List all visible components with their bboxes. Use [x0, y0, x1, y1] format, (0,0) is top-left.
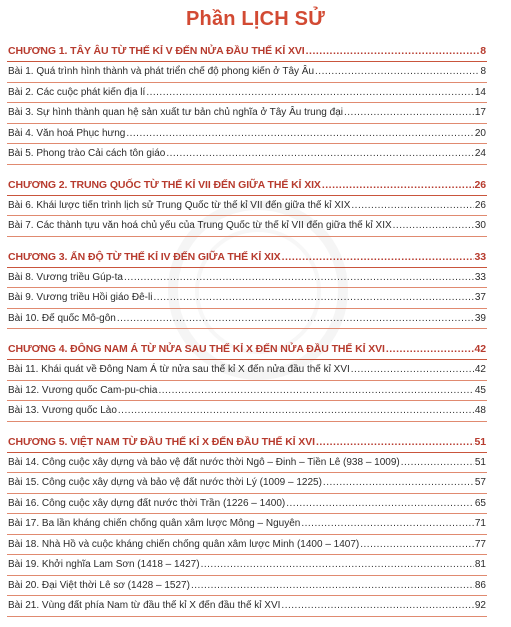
chapter-heading-link[interactable]: [7, 339, 487, 359]
lesson-page-number: 33: [474, 271, 486, 283]
lesson-title: Bài 20. Đại Việt thời Lê sơ (1428 – 1527): [8, 579, 190, 591]
dot-leader: [146, 83, 474, 103]
lesson-entry-link[interactable]: [7, 215, 487, 237]
lesson-entry-link[interactable]: [7, 380, 487, 401]
lesson-page-number: 65: [474, 497, 486, 509]
dot-leader: [281, 596, 473, 616]
dot-leader: [351, 196, 473, 216]
dot-leader: [316, 432, 474, 452]
lesson-entry-link[interactable]: [7, 287, 487, 308]
dot-leader: [323, 473, 474, 493]
lesson-page-number: 92: [474, 600, 486, 611]
lesson-entry-link[interactable]: [7, 575, 487, 596]
lesson-page-number: 45: [474, 384, 486, 396]
lesson-title: Bài 18. Nhà Hồ và cuộc kháng chiến chống quân xâm lược Minh (1400 – 1407): [8, 538, 360, 550]
dot-leader: [306, 41, 480, 61]
lesson-page-number: 39: [474, 312, 486, 324]
lesson-page-number: 86: [474, 579, 486, 591]
lesson-page-number: 51: [474, 456, 486, 468]
lesson-page-number: 48: [474, 405, 486, 416]
dot-leader: [124, 268, 474, 288]
lesson-title: Bài 6. Khái lược tiến trình lịch sử Trung Quốc từ thế kỉ VII đến giữa thế kỉ XIX: [8, 199, 351, 211]
dot-leader: [201, 555, 474, 575]
dot-leader: [401, 453, 474, 473]
lesson-entry-link[interactable]: [7, 123, 487, 144]
chapter-heading-text: CHƯƠNG 5. VIỆT NAM TỪ ĐẦU THẾ KỈ X ĐẾN ĐẦU THẾ KỈ XVI: [8, 435, 315, 448]
table-of-contents: [7, 41, 487, 627]
dot-leader: [360, 535, 474, 555]
lesson-page-number: 8: [480, 66, 486, 77]
chapter-heading-text: CHƯƠNG 1. TÂY ÂU TỪ THẾ KỈ V ĐẾN NỬA ĐẦU THẾ KỈ XVI: [8, 45, 305, 57]
lesson-entry-link[interactable]: [7, 143, 487, 165]
lesson-entry-link[interactable]: [7, 267, 487, 288]
lesson-entry-link[interactable]: [7, 102, 487, 123]
chapter-heading-link[interactable]: [7, 247, 487, 267]
dot-leader: [286, 494, 474, 514]
lesson-entry-link[interactable]: [7, 493, 487, 514]
chapter-page-number: 33: [474, 250, 486, 263]
lesson-title: Bài 15. Công cuộc xây dựng và bảo vệ đất nước thời Lý (1009 – 1225): [8, 477, 322, 488]
page-title: Phần LỊCH SỬ: [185, 8, 325, 30]
chapter-section: [7, 247, 487, 330]
chapter-page-number: 42: [474, 343, 486, 355]
lesson-title: Bài 8. Vương triều Gúp-ta: [8, 271, 123, 283]
chapter-page-number: 26: [474, 178, 486, 191]
chapter-heading-link[interactable]: [7, 432, 487, 452]
dot-leader: [322, 175, 474, 195]
dot-leader: [153, 288, 473, 308]
lesson-page-number: 26: [474, 199, 486, 211]
lesson-page-number: 81: [474, 559, 486, 570]
lesson-title: Bài 7. Các thành tựu văn hoá chủ yếu của Trung Quốc từ thế kỉ VII đến giữa thế kỉ XIX: [8, 220, 392, 231]
dot-leader: [191, 576, 474, 596]
lesson-page-number: 30: [474, 220, 486, 231]
lesson-page-number: 71: [474, 518, 486, 529]
dot-leader: [117, 309, 474, 329]
lesson-entry-link[interactable]: [7, 400, 487, 422]
lesson-title: Bài 14. Công cuộc xây dựng và bảo vệ đất nước thời Ngô – Đinh – Tiền Lê (938 – 1009): [8, 456, 400, 468]
chapter-heading-text: CHƯƠNG 3. ẤN ĐỘ TỪ THẾ KỈ IV ĐẾN GIỮA THẾ KỈ XIX: [8, 250, 281, 263]
lesson-title: Bài 4. Văn hoá Phục hưng: [8, 127, 126, 139]
dot-leader: [126, 124, 474, 144]
lesson-entry-link[interactable]: [7, 61, 487, 82]
dot-leader: [386, 339, 474, 359]
chapter-section: [7, 41, 487, 165]
chapter-section: [7, 175, 487, 237]
lesson-page-number: 57: [474, 477, 486, 488]
dot-leader: [158, 381, 473, 401]
lesson-entry-link[interactable]: [7, 534, 487, 555]
lesson-title: Bài 13. Vương quốc Lào: [8, 405, 117, 416]
chapter-page-number: 8: [480, 45, 486, 57]
lesson-page-number: 17: [474, 107, 486, 118]
lesson-title: Bài 21. Vùng đất phía Nam từ đầu thế kỉ X đến đầu thế kỉ XVI: [8, 600, 281, 611]
dot-leader: [282, 247, 474, 267]
lesson-title: Bài 12. Vương quốc Cam-pu-chia: [8, 384, 158, 396]
dot-leader: [344, 103, 474, 123]
lesson-page-number: 37: [474, 292, 486, 303]
dot-leader: [315, 62, 479, 82]
lesson-entry-link[interactable]: [7, 513, 487, 534]
chapter-heading-text: CHƯƠNG 2. TRUNG QUỐC TỪ THẾ KỈ VII ĐẾN GIỮA THẾ KỈ XIX: [8, 178, 321, 191]
lesson-entry-link[interactable]: [7, 472, 487, 493]
lesson-entry-link[interactable]: [7, 595, 487, 617]
lesson-title: Bài 19. Khởi nghĩa Lam Sơn (1418 – 1427): [8, 559, 200, 570]
lesson-entry-link[interactable]: [7, 195, 487, 216]
lesson-page-number: 20: [474, 127, 486, 139]
dot-leader: [351, 360, 474, 380]
lesson-title: Bài 9. Vương triều Hồi giáo Đê-li: [8, 292, 153, 303]
lesson-entry-link[interactable]: [7, 359, 487, 380]
dot-leader: [301, 514, 474, 534]
lesson-title: Bài 1. Quá trình hình thành và phát triển chế độ phong kiến ở Tây Âu: [8, 66, 315, 77]
lesson-entry-link[interactable]: [7, 554, 487, 575]
chapter-heading-link[interactable]: [7, 41, 487, 61]
lesson-entry-link[interactable]: [7, 452, 487, 473]
chapter-section: [7, 432, 487, 617]
lesson-page-number: 24: [474, 148, 486, 159]
chapter-section: [7, 339, 487, 422]
lesson-page-number: 14: [474, 86, 486, 98]
chapter-heading-text: CHƯƠNG 4. ĐÔNG NAM Á TỪ NỬA SAU THẾ KỈ X ĐẾN NỬA ĐẦU THẾ KỈ XVI: [8, 343, 385, 355]
lesson-title: Bài 11. Khái quát về Đông Nam Á từ nửa sau thế kỉ X đến nửa đầu thế kỉ XVI: [8, 364, 350, 375]
lesson-entry-link[interactable]: [7, 82, 487, 103]
lesson-title: Bài 16. Công cuộc xây dựng đất nước thời Trần (1226 – 1400): [8, 497, 286, 509]
lesson-page-number: 77: [474, 538, 486, 550]
chapter-heading-link[interactable]: [7, 175, 487, 195]
dot-leader: [166, 144, 474, 164]
lesson-entry-link[interactable]: [7, 308, 487, 330]
chapter-page-number: 51: [474, 435, 486, 448]
lesson-title: Bài 10. Đế quốc Mô-gôn: [8, 312, 116, 324]
lesson-title: Bài 3. Sự hình thành quan hệ sản xuất tư bản chủ nghĩa ở Tây Âu trung đại: [8, 107, 343, 118]
lesson-title: Bài 2. Các cuộc phát kiến địa lí: [8, 86, 146, 98]
lesson-title: Bài 5. Phong trào Cải cách tôn giáo: [8, 148, 166, 159]
dot-leader: [118, 401, 474, 421]
lesson-title: Bài 17. Ba lần kháng chiến chống quân xâm lược Mông – Nguyên: [8, 518, 301, 529]
lesson-page-number: 42: [474, 364, 486, 375]
dot-leader: [393, 216, 474, 236]
